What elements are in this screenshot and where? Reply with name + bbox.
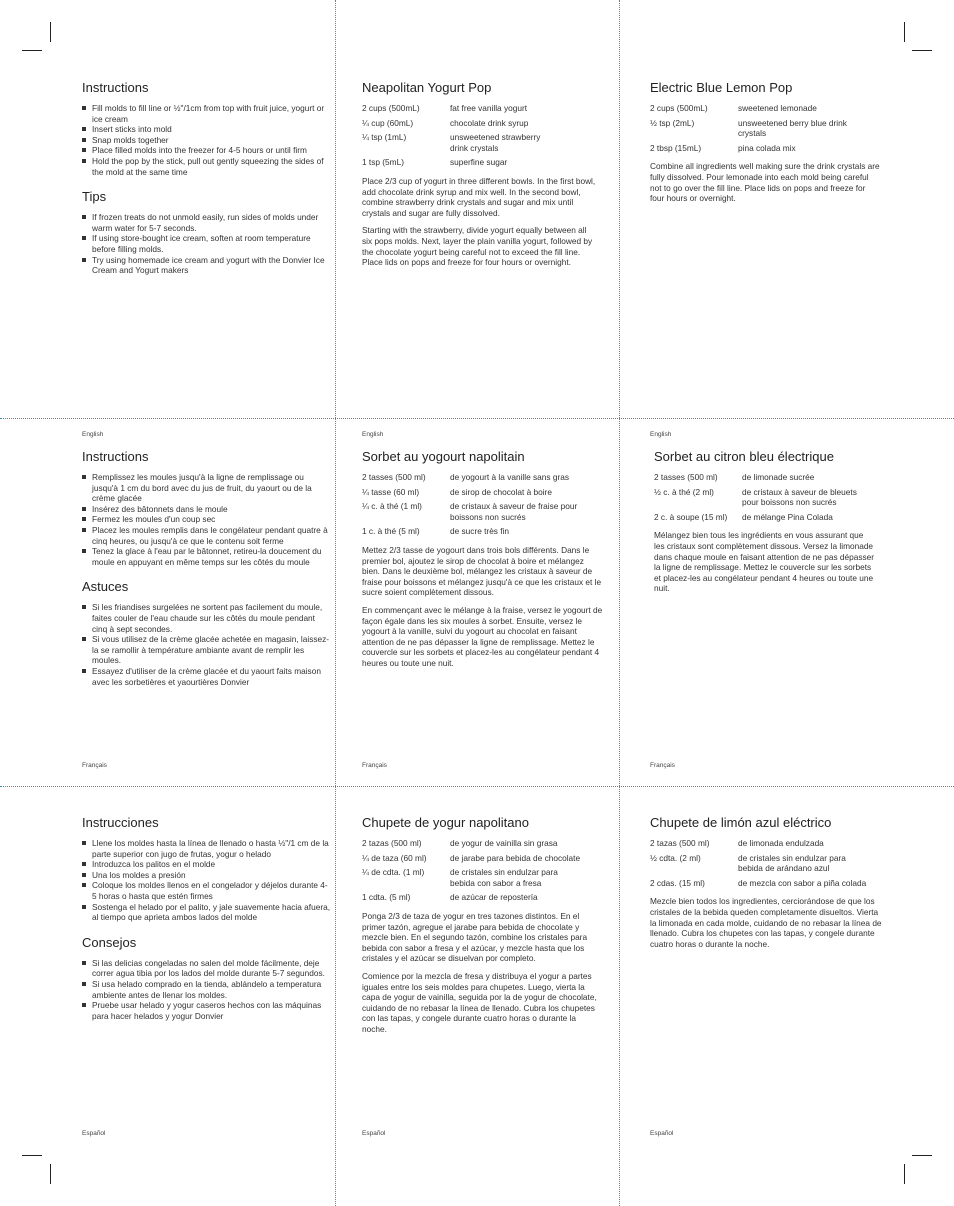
list-item: Tenez la glace à l'eau par le bâtonnet, retireu-la doucement du moule en appuyant en même temps sur les côtés du moule xyxy=(92,546,330,567)
ingredient-row xyxy=(362,501,604,522)
list-item: Hold the pop by the stick, pull out gently squeezing the sides of the mold at the same time xyxy=(92,156,330,177)
instructions-heading: Instructions xyxy=(82,449,149,464)
list-item: Snap molds together xyxy=(92,135,330,146)
ingredient-item: fat free vanilla yogurt xyxy=(450,103,528,113)
crop-mark xyxy=(912,50,932,51)
language-label: Español xyxy=(82,1130,106,1137)
ingredient-item: de azúcar de repostería xyxy=(450,892,538,903)
ingredient-row xyxy=(362,867,602,888)
language-label: Français xyxy=(82,762,107,769)
list-item: Place filled molds into the freezer for 4-5 hours or until firm xyxy=(92,145,330,156)
ingredient-item: de yogur de vainilla sin grasa xyxy=(450,838,558,848)
recipe-title: Sorbet au yogourt napolitain xyxy=(362,449,525,464)
ingredient-row xyxy=(650,103,880,114)
ingredient-item: chocolate drink syrup xyxy=(450,117,529,128)
language-label: Français xyxy=(362,762,387,769)
tips-list xyxy=(82,212,330,276)
recipe-paragraph: Mettez 2/3 tasse de yogourt dans trois bols différents. Dans le premier bol, ajoutez le sirop de chocolat à boire et mélangez bien. Dans le deuxième bol, mélangez les cristaux à saveur de fraise pour boissons et mélangez jusqu'à ce que les cristaux et le sucre soient complètement dissous. xyxy=(362,544,602,598)
recipe-title: Sorbet au citron bleu électrique xyxy=(654,449,834,464)
ingredient-item: de cristales sin endulzar para bebida de arándano azul xyxy=(738,852,846,874)
ingredient-row xyxy=(650,878,882,889)
fold-line-vertical-1 xyxy=(335,0,336,1206)
list-item: If frozen treats do not unmold easily, run sides of molds under warm water for 5-7 seconds. xyxy=(92,212,330,233)
recipe-paragraph: En commençant avec le mélange à la fraise, versez le yogourt de façon égale dans les six moules à sorbet. Ensuite, versez le yogourt à la vanille, suivi du yogourt au chocolat en faisant attention de ne pas dépasser la ligne de remplissage. Mettez le couvercle sur les sorbets et placez-les au congélateur pendant 4 heures ou toute une nuit. xyxy=(362,604,603,668)
panel-es-lemon xyxy=(650,815,882,1147)
ingredient-item: de jarabe para bebida de chocolate xyxy=(450,852,581,863)
instructions-list xyxy=(82,472,330,567)
instructions-heading: Instrucciones xyxy=(82,815,159,830)
fold-line-vertical-2 xyxy=(619,0,620,1206)
language-label: Español xyxy=(650,1130,674,1137)
ingredient-qty: 2 tasses (500 ml) xyxy=(362,472,426,482)
ingredient-qty: 2 tazas (500 ml) xyxy=(650,838,710,848)
ingredient-qty: 2 tbsp (15mL) xyxy=(650,142,702,153)
recipe-paragraph: Ponga 2/3 de taza de yogur en tres tazones distintos. En el primer tazón, agregue el jarabe para bebida de chocolate y mezcle bien. En el segundo tazón, combine los cristales para bebida con sabor a fresa y el azúcar, y mezcle hasta que los cristales y el azúcar se disuelvan por completo. xyxy=(362,910,588,964)
recipe-paragraph: Place 2/3 cup of yogurt in three different bowls. In the first bowl, add chocolate drink syrup and mix well. In the second bowl, combine strawberry drink crystals and sugar and mix until crystals and sugar are fully dissolved. xyxy=(362,175,596,218)
list-item: Coloque los moldes llenos en el congelador y déjelos durante 4-5 horas o hasta que estén firmes xyxy=(92,880,330,901)
list-item: Llene los moldes hasta la línea de llenado o hasta ½"/1 cm de la parte superior con jugo de frutas, yogur o helado xyxy=(92,838,329,859)
ingredient-qty: ¼ de taza (60 ml) xyxy=(362,852,427,863)
ingredient-item: de sucre très fin xyxy=(450,526,510,537)
ingredient-qty: 2 cups (500mL) xyxy=(362,103,420,113)
ingredient-qty: 1 cdta. (5 ml) xyxy=(362,892,411,903)
ingredient-qty: 2 tazas (500 ml) xyxy=(362,838,422,848)
tips-heading: Consejos xyxy=(82,934,137,950)
ingredient-qty: ¼ de cdta. (1 ml) xyxy=(362,867,425,878)
ingredient-qty: 2 tasses (500 ml) xyxy=(654,472,718,482)
ingredient-qty: ¼ tsp (1mL) xyxy=(362,132,407,143)
ingredient-item: de limonade sucrée xyxy=(742,472,815,482)
panel-fr-instructions xyxy=(82,449,330,779)
ingredient-row xyxy=(362,487,604,498)
ingredient-qty: ½ tsp (2mL) xyxy=(650,117,695,128)
ingredient-item: de mélange Pina Colada xyxy=(742,511,833,522)
list-item: Si las delicias congeladas no salen del molde fácilmente, deje correr agua tibia por los lados del molde durante 5-7 segundos. xyxy=(92,958,330,979)
recipe-paragraph: Mezcle bien todos los ingredientes, cerciorándose de que los cristales de la bebida queden completamente disueltos. Vierta la limonada en cada molde, cuidando de no rebasar la línea de llenado. Cubra los chupetes con las tapas, y congele durante cuatro horas o durante la noche. xyxy=(650,896,882,949)
list-item: Sostenga el helado por el palito, y jale suavemente hacia afuera, al tiempo que aprieta ambos lados del molde xyxy=(92,901,331,923)
recipe-title: Chupete de limón azul eléctrico xyxy=(650,815,832,830)
ingredient-item: de cristaux à saveur de fraise pour boissons non sucrés xyxy=(450,501,578,522)
ingredient-item: unsweetened strawberry drink crystals xyxy=(450,132,541,153)
recipe-title: Chupete de yogur napolitano xyxy=(362,815,529,830)
language-label: English xyxy=(650,431,672,438)
ingredient-qty: 1 tsp (5mL) xyxy=(362,157,404,168)
language-label: English xyxy=(362,431,384,438)
crop-mark xyxy=(904,22,905,42)
ingredient-row xyxy=(362,526,604,537)
ingredient-item: de limonada endulzada xyxy=(738,838,824,848)
ingredient-row xyxy=(650,118,880,139)
ingredient-row xyxy=(362,118,598,129)
instructions-heading: Instructions xyxy=(82,80,149,95)
tips-heading: Tips xyxy=(82,189,107,205)
ingredient-row xyxy=(650,853,882,874)
ingredient-qty: 2 cdas. (15 ml) xyxy=(650,877,705,888)
tips-list xyxy=(82,958,330,1022)
language-label: Español xyxy=(362,1130,386,1137)
recipe-paragraph: Starting with the strawberry, divide yogurt equally between all six pops molds. Next, layer the plain vanilla yogurt, followed by the chocolate yogurt being careful not to exceed the fill line. Place lids on pops and freeze for four hours or overnight. xyxy=(362,225,593,268)
list-item: Fill molds to fill line or ½"/1cm from top with fruit juice, yogurt or ice cream xyxy=(92,103,330,124)
ingredient-row xyxy=(362,892,602,903)
panel-en-neapolitan xyxy=(362,80,598,448)
ingredient-qty: ¼ c. à thé (1 ml) xyxy=(362,501,422,512)
recipe-paragraph: Mélangez bien tous les ingrédients en vous assurant que les cristaux sont complètement dissous. Versez la limonade dans chaque moule en faisant attention de ne pas dépasser la ligne de remplissage. Mettez le couvercle sur les sorbets et placez-les au congélateur pendant 4 heures ou toute une nuit. xyxy=(654,530,875,594)
panel-en-instructions xyxy=(82,80,330,448)
fold-line-horizontal-2 xyxy=(0,786,954,787)
panel-es-neapolitan xyxy=(362,815,602,1147)
ingredient-qty: 2 c. à soupe (15 ml) xyxy=(654,511,728,522)
ingredient-row xyxy=(362,853,602,864)
ingredient-item: de yogourt à la vanille sans gras xyxy=(450,472,569,482)
list-item: Si usa helado comprado en la tienda, ablándelo a temperatura ambiente antes de llenar los moldes. xyxy=(92,979,330,1000)
ingredient-row xyxy=(650,143,880,154)
ingredient-qty: ¼ cup (60mL) xyxy=(362,117,414,128)
list-item: Placez les moules remplis dans le congélateur pendant quatre à cinq heures, ou jusqu'à ce que le contenu soit ferme xyxy=(92,525,330,546)
ingredient-row xyxy=(650,512,876,523)
panel-fr-lemon xyxy=(650,449,876,779)
tips-list xyxy=(82,602,330,687)
ingredient-row xyxy=(362,103,598,114)
language-label: English xyxy=(82,431,104,438)
list-item: Insérez des bâtonnets dans le moule xyxy=(92,504,330,515)
ingredient-item: de cristales sin endulzar para bebida con sabor a fresa xyxy=(450,867,558,888)
ingredient-item: de sirop de chocolat à boire xyxy=(450,486,552,497)
list-item: Essayez d'utiliser de la crème glacée et du yaourt faits maison avec les sorbetières et yaourtières Donvier xyxy=(92,666,330,687)
crop-mark xyxy=(22,1155,42,1156)
recipe-title: Neapolitan Yogurt Pop xyxy=(362,80,492,95)
crop-mark xyxy=(50,22,51,42)
language-label: Français xyxy=(650,762,675,769)
list-item: Fermez les moules d'un coup sec xyxy=(92,514,330,525)
crop-mark xyxy=(50,1164,51,1184)
panel-fr-neapolitan xyxy=(362,449,604,779)
ingredient-row xyxy=(362,472,604,483)
instructions-list xyxy=(82,838,330,923)
ingredient-row xyxy=(650,838,882,849)
list-item: Try using homemade ice cream and yogurt with the Donvier Ice Cream and Yogurt makers xyxy=(92,255,330,276)
list-item: Introduzca los palitos en el molde xyxy=(92,859,330,870)
panel-es-instructions xyxy=(82,815,330,1147)
ingredient-qty: ½ cdta. (2 ml) xyxy=(650,852,701,863)
ingredient-row xyxy=(362,157,598,168)
crop-mark xyxy=(912,1155,932,1156)
panel-en-lemon xyxy=(650,80,880,448)
ingredient-row xyxy=(362,838,602,849)
recipe-title: Electric Blue Lemon Pop xyxy=(650,80,793,95)
ingredient-qty: ¼ tasse (60 ml) xyxy=(362,486,420,497)
ingredient-qty: 2 cups (500mL) xyxy=(650,103,708,113)
ingredient-row xyxy=(362,132,598,153)
crop-mark xyxy=(904,1164,905,1184)
list-item: Si les friandises surgelées ne sortent pas facilement du moule, faites couler de l'eau chaude sur les côtés du moule pendant cinq à sept secondes. xyxy=(92,602,330,634)
ingredient-item: sweetened lemonade xyxy=(738,103,817,113)
ingredient-item: unsweetened berry blue drink crystals xyxy=(738,117,847,139)
ingredient-qty: 1 c. à thé (5 ml) xyxy=(362,526,420,537)
list-item: Si vous utilisez de la crème glacée achetée en magasin, laissez-la se ramollir à température ambiante avant de remplir les moules. xyxy=(92,634,330,666)
list-item: If using store-bought ice cream, soften at room temperature before filling molds. xyxy=(92,233,330,254)
recipe-paragraph: Comience por la mezcla de fresa y distribuya el yogur a partes iguales entre los seis moldes para chupetes. Luego, vierta la capa de yogur de vainilla, seguida por la de yogur de chocolate, cuidando de no rebasar la línea de llenado. Cubra los chupetes con las tapas, y congele durante cuatro horas o durante la noche. xyxy=(362,970,597,1034)
tips-heading: Astuces xyxy=(82,579,129,595)
ingredient-row xyxy=(650,487,876,508)
list-item: Remplissez les moules jusqu'à la ligne de remplissage ou jusqu'à 1 cm du bord avec du jus de fruit, du yaourt ou de la crème glacée xyxy=(92,472,330,504)
crop-mark xyxy=(22,50,42,51)
list-item: Una los moldes a presión xyxy=(92,870,330,881)
ingredient-item: superfine sugar xyxy=(450,157,508,168)
ingredient-item: de mezcla con sabor a piña colada xyxy=(738,877,867,888)
instructions-list xyxy=(82,103,330,177)
ingredient-item: de cristaux à saveur de bleuets pour boissons non sucrés xyxy=(742,486,857,508)
list-item: Insert sticks into mold xyxy=(92,124,330,135)
recipe-paragraph: Combine all ingredients well making sure the drink crystals are fully dissolved. Pour lemonade into each mold being careful not to go over the fill line. Place lids on pops and freeze for four hours or overnight. xyxy=(650,161,880,204)
ingredient-row xyxy=(650,472,876,483)
list-item: Pruebe usar helado y yogur caseros hechos con las máquinas para hacer helados y yogur Donvier xyxy=(92,1000,330,1021)
ingredient-item: pina colada mix xyxy=(738,142,796,153)
ingredient-qty: ½ c. à thé (2 ml) xyxy=(654,486,714,497)
